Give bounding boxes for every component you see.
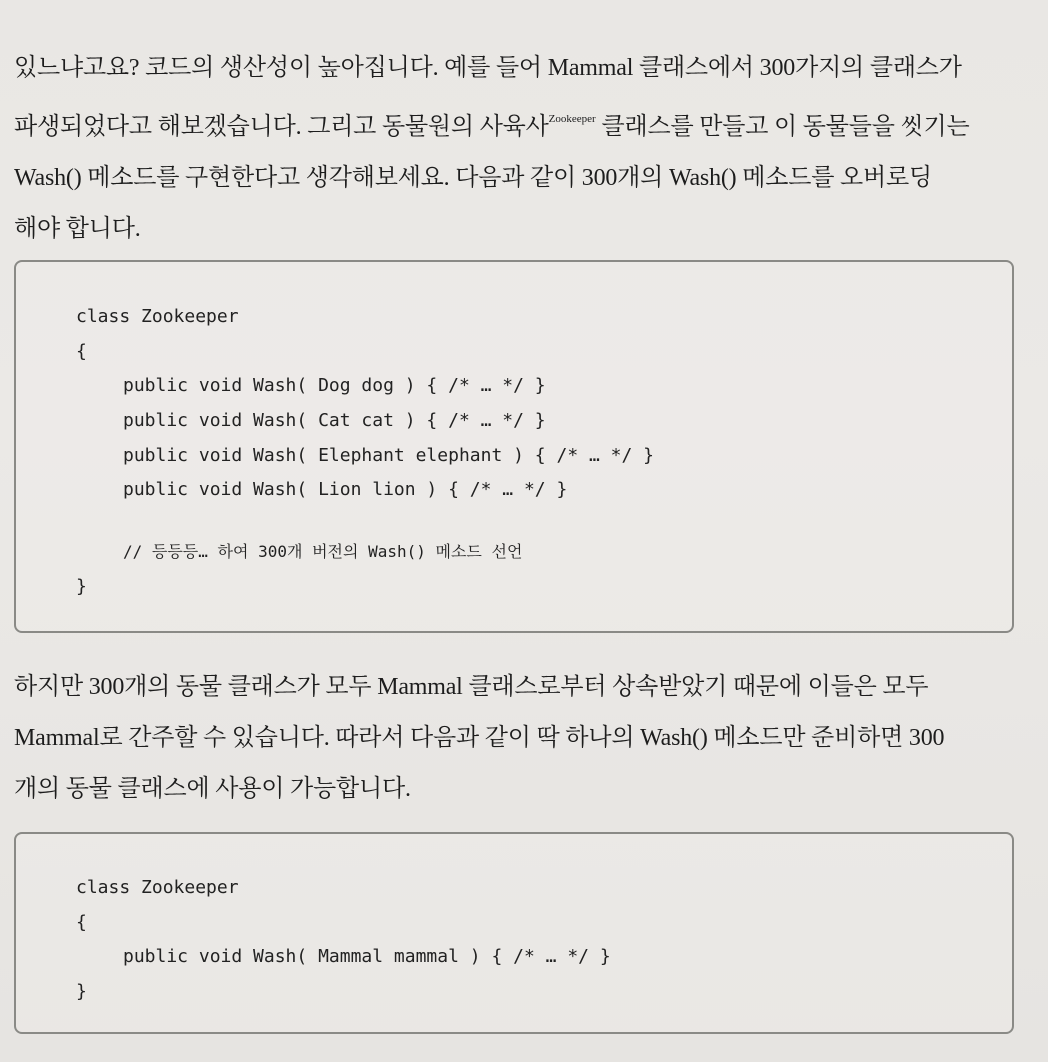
paragraph-1-line-2-text-end: 클래스를 만들고 이 동물들을 씻기는	[595, 114, 970, 140]
paragraph-2-line-1: 하지만 300개의 동물 클래스가 모두 Mammal 클래스로부터 상속받았기 때문에 이들은 모두	[14, 674, 929, 700]
code-class-declaration: class Zookeeper	[76, 877, 239, 898]
code-listing-2	[76, 871, 611, 1010]
code-method-wash-dog: public void Wash( Dog dog ) { /* … */ }	[123, 375, 546, 397]
code-block-overloads	[14, 260, 1014, 633]
code-open-brace: {	[76, 340, 87, 362]
paragraph-1-line-2	[14, 94, 1029, 153]
code-close-brace: }	[76, 575, 87, 597]
code-method-wash-mammal: public void Wash( Mammal mammal ) { /* … */ }	[123, 946, 611, 968]
code-class-declaration: class Zookeeper	[76, 306, 239, 327]
paragraph-2-line-2: Mammal로 간주할 수 있습니다. 따라서 다음과 같이 딱 하나의 Wash() 메소드만 준비하면 300	[14, 725, 945, 751]
paragraph-2-line-3: 개의 동물 클래스에 사용이 가능합니다.	[14, 776, 411, 802]
code-comment: // 등등등… 하여 300개 버전의 Wash() 메소드 선언	[123, 542, 523, 562]
code-listing-1	[76, 300, 654, 605]
code-open-brace: {	[76, 911, 87, 933]
code-method-wash-lion: public void Wash( Lion lion ) { /* … */ }	[123, 479, 568, 501]
code-blank-line	[76, 508, 654, 535]
code-close-brace: }	[76, 981, 87, 1003]
paragraph-1-line-2-text: 파생되었다고 해보겠습니다. 그리고 동물원의 사육사	[14, 114, 549, 140]
paragraph-1-line-1: 있느냐고요? 코드의 생산성이 높아집니다. 예를 들어 Mammal 클래스에서 300가지의 클래스가	[14, 55, 962, 81]
code-method-wash-cat: public void Wash( Cat cat ) { /* … */ }	[123, 410, 546, 432]
paragraph-1	[14, 43, 1029, 255]
code-block-mammal	[14, 832, 1014, 1034]
paragraph-1-line-3: Wash() 메소드를 구현한다고 생각해보세요. 다음과 같이 300개의 Wash() 메소드를 오버로딩	[14, 165, 932, 191]
paragraph-2	[14, 662, 1029, 815]
zookeeper-superscript: Zookeeper	[548, 113, 596, 125]
code-method-wash-elephant: public void Wash( Elephant elephant ) { /* … */ }	[123, 444, 655, 466]
paragraph-1-line-4: 해야 합니다.	[14, 216, 141, 242]
